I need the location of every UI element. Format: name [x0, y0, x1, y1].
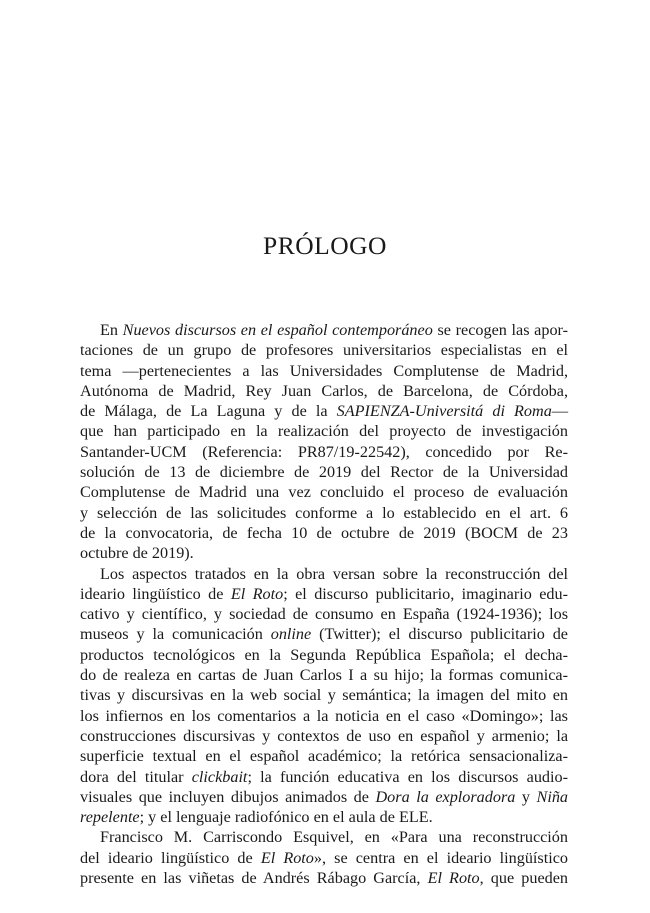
text-line	[80, 320, 568, 340]
text-line	[80, 401, 568, 421]
text-line	[80, 645, 568, 665]
text-segment: que han participado en la realización del proyecto de investigación	[80, 422, 568, 441]
text-segment: (Twitter); el discurso publicitario de	[311, 625, 568, 644]
italic-text: SAPIENZA-Universitá di Roma	[336, 402, 552, 421]
chapter-title: PRÓLOGO	[263, 231, 387, 260]
text-line	[80, 421, 568, 441]
text-line	[80, 706, 568, 726]
text-line	[80, 442, 568, 462]
text-line	[80, 746, 568, 766]
text-line	[80, 827, 568, 847]
body-text	[80, 320, 568, 888]
text-segment: superficie textual en el español académico; la retórica sensacionaliza-	[80, 747, 568, 766]
text-line	[80, 787, 568, 807]
italic-text: Nuevos discursos en el español contemporáneo	[122, 321, 433, 339]
text-segment: de Málaga, de La Laguna y de la	[80, 402, 337, 421]
text-segment: Autónoma de Madrid, Rey Juan Carlos, de Barcelona, de Córdoba,	[80, 381, 568, 400]
text-segment: visuales que incluyen dibujos animados de	[80, 787, 376, 806]
text-segment: tivas y discursivas en la web social y semántica; la imagen del mito en	[80, 686, 568, 705]
italic-text: repelente	[80, 808, 140, 827]
text-segment: —	[551, 402, 568, 421]
text-line	[80, 381, 568, 401]
text-segment: museos y la comunicación	[80, 625, 271, 644]
text-segment: presente en las viñetas de Andrés Rábago García,	[80, 869, 428, 888]
italic-text: clickbait	[191, 767, 248, 786]
text-segment: En	[100, 321, 123, 339]
text-segment: Francisco M. Carriscondo Esquivel, en «Para una reconstrucción	[100, 828, 568, 847]
text-line	[80, 503, 568, 523]
text-segment: cativo y científico, y sociedad de consumo en España (1924-1936); los	[80, 605, 568, 624]
text-line	[80, 584, 568, 604]
text-line	[80, 868, 568, 888]
text-segment: , que pueden	[479, 869, 568, 888]
text-segment: productos tecnológicos en la Segunda República Española; el decha-	[80, 645, 568, 664]
text-segment: taciones de un grupo de profesores universitarios especialistas en el	[80, 341, 568, 360]
text-line	[80, 624, 568, 644]
text-segment: ; el discurso publicitario, imaginario edu-	[283, 584, 568, 603]
text-segment: ; la función educativa en los discursos audio-	[247, 767, 569, 786]
text-line	[80, 767, 568, 787]
text-segment: los infiernos en los comentarios a la noticia en el caso «Domingo»; las	[80, 706, 568, 725]
text-segment: solución de 13 de diciembre de 2019 del Rector de la Universidad	[80, 463, 568, 482]
text-line	[80, 523, 568, 543]
text-segment: de la convocatoria, de fecha 10 de octubre de 2019 (BOCM de 23	[80, 523, 568, 542]
text-segment: construcciones discursivas y contextos de uso en español y armenio; la	[80, 726, 568, 745]
text-line	[80, 462, 568, 482]
text-segment: ideario lingüístico de	[80, 584, 231, 603]
text-segment: tema —pertenecientes a las Universidades Complutense de Madrid,	[80, 361, 568, 380]
text-segment: ; y el lenguaje radiofónico en el aula de ELE.	[139, 808, 433, 827]
text-line	[80, 543, 568, 563]
text-segment: del ideario lingüístico de	[80, 848, 261, 867]
text-line	[80, 848, 568, 868]
text-line	[80, 482, 568, 502]
text-line	[80, 665, 568, 685]
italic-text: El Roto	[427, 869, 480, 888]
text-segment: y	[515, 787, 537, 806]
text-line	[80, 807, 568, 827]
text-line	[80, 726, 568, 746]
text-segment: Santander-UCM (Referencia: PR87/19-22542), concedido por Re-	[80, 442, 568, 461]
italic-text: El Roto	[230, 584, 284, 603]
text-line	[80, 361, 568, 381]
text-segment: », se centra en el ideario lingüístico	[313, 848, 568, 867]
text-segment: dora del titular	[80, 767, 192, 786]
text-segment: Complutense de Madrid una vez concluido el proceso de evaluación	[80, 483, 568, 502]
text-segment: Los aspectos tratados en la obra versan sobre la reconstrucción del	[100, 564, 568, 583]
text-line	[80, 604, 568, 624]
text-line	[80, 340, 568, 360]
text-segment: y selección de las solicitudes conforme a lo establecido en el art. 6	[80, 503, 568, 522]
text-segment: do de realeza en cartas de Juan Carlos I a su hijo; la formas comunica-	[80, 666, 568, 685]
text-segment: se recogen las apor-	[432, 321, 568, 339]
italic-text: Dora la exploradora	[375, 787, 516, 806]
text-segment: octubre de 2019).	[80, 544, 194, 563]
text-line	[80, 564, 568, 584]
text-line	[80, 685, 568, 705]
italic-text: Niña	[536, 787, 569, 806]
italic-text: El Roto	[260, 848, 314, 867]
italic-text: online	[270, 625, 312, 644]
